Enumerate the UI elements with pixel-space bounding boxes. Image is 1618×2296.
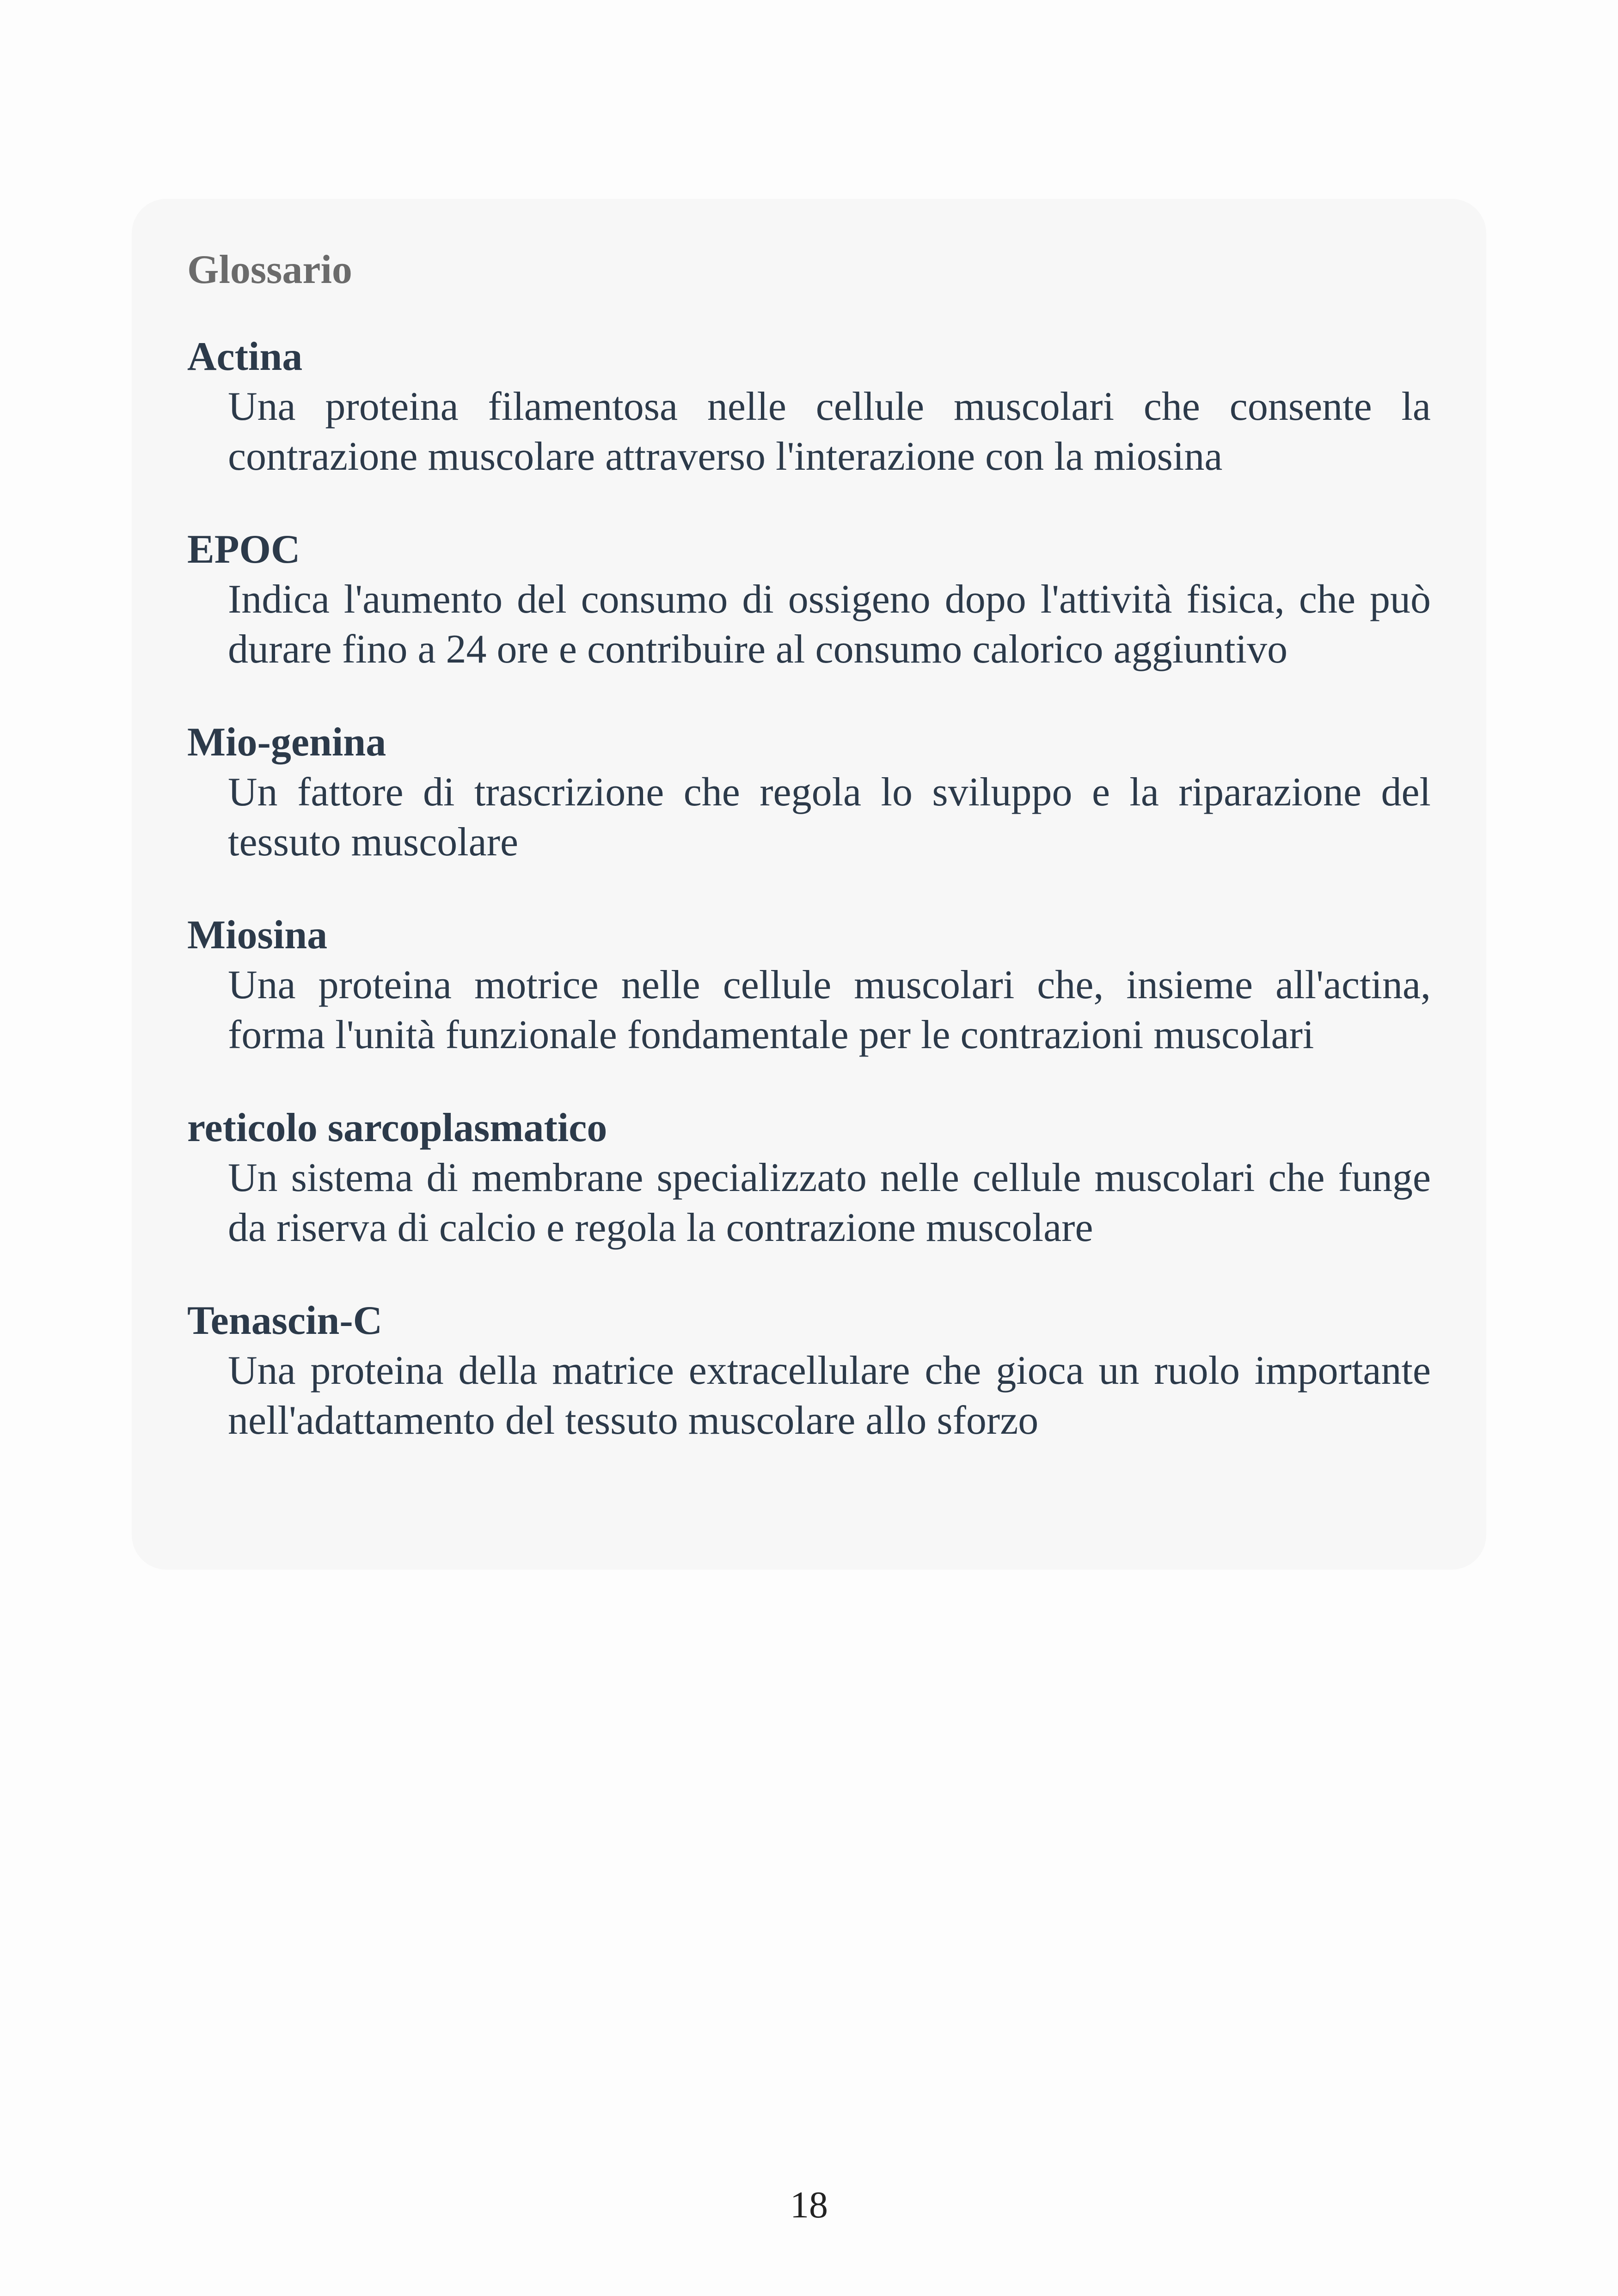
glossary-definition: Una proteina della matrice extracellulare che gioca un ruolo importante nell'adattamento del tessuto muscolare allo sforzo [228,1348,1431,1443]
glossary-entry-tenascin-c [187,1296,1431,1446]
page-number: 18 [790,2184,828,2226]
glossary-entry-miosina [187,910,1431,1060]
glossary-box [132,199,1486,1570]
glossary-term: Miosina [187,913,328,958]
glossary-term: EPOC [187,527,300,572]
glossary-term: Tenascin-C [187,1298,383,1343]
glossary-definition: Un fattore di trascrizione che regola lo sviluppo e la riparazione del tessuto muscolare [228,770,1431,865]
glossary-definition: Indica l'aumento del consumo di ossigeno dopo l'attività fisica, che può durare fino a 24 ore e contribuire al consumo calorico aggiuntivo [228,577,1431,672]
glossary-entry-actina [187,332,1431,482]
glossary-term: Actina [187,334,303,379]
glossary-definition: Una proteina filamentosa nelle cellule muscolari che consente la contrazione muscolare attraverso l'interazione con la miosina [228,384,1431,479]
glossary-definition: Una proteina motrice nelle cellule muscolari che, insieme all'actina, forma l'unità funzionale fondamentale per le contrazioni muscolari [228,963,1431,1057]
glossary-entry-epoc [187,525,1431,675]
glossary-term: Mio-genina [187,720,386,765]
glossary-entry-mio-genina [187,718,1431,867]
glossary-title: Glossario [187,247,352,292]
glossary-term: reticolo sarcoplasmatico [187,1105,607,1150]
glossary-definition: Un sistema di membrane specializzato nelle cellule muscolari che funge da riserva di calcio e regola la contrazione muscolare [228,1155,1431,1250]
glossary-entry-reticolo-sarcoplasmatico [187,1103,1431,1253]
